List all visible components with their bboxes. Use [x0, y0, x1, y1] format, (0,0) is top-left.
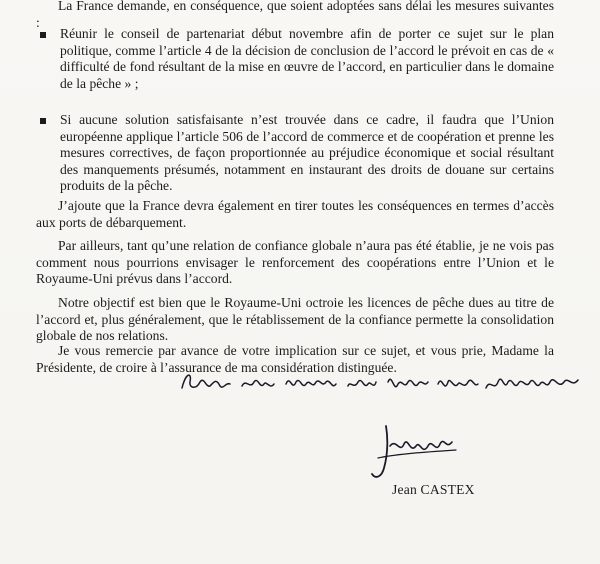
bullet-marker [40, 118, 46, 124]
paragraph-closing: Je vous remercie par avance de votre implication sur ce sujet, et vous prie, Madame la Présidente, de croire à l’assurance de ma considération distinguée. [36, 343, 554, 375]
paragraph-trust-relationship: Par ailleurs, tant qu’une relation de confiance globale n’aura pas été établie, je ne vois pas comment nous pourrions envisager le renforcement des coopérations entre l’Union et le Royaume-Uni prévus dans l’accord. [36, 238, 554, 286]
signatory-name: Jean CASTEX [392, 482, 475, 497]
handwritten-note [180, 368, 580, 398]
intro-paragraph: La France demande, en conséquence, que soient adoptées sans délai les mesures suivantes : [36, 0, 554, 30]
bullet-marker [40, 32, 46, 38]
paragraph-objective: Notre objectif est bien que le Royaume-Uni octroie les licences de pêche dues au titre de l’accord et, plus généralement, que le rétablissement de la confiance permette la consolidation globale de nos relations. [36, 295, 554, 343]
bullet-item-partnership-council: Réunir le conseil de partenariat début novembre afin de porter ce sujet sur le plan politique, comme l’article 4 de la décision de conclusion de l’accord le prévoit en cas de « difficulté de fond résultant de la mise en œuvre de l’accord, en particulier dans le domaine de la pêche » ; [60, 26, 554, 91]
bullet-item-corrective-measures: Si aucune solution satisfaisante n’est trouvée dans ce cadre, il faudra que l’Union européenne applique l’article 506 de l’accord de commerce et de coopération et prenne les mesures correctives, de façon proportionnée au préjudice économique et social résultant des manquements présumés, notamment en instaurant des droits de douane sur certains produits de la pêche. [60, 112, 554, 193]
signature [366, 424, 462, 484]
paragraph-ports-access: J’ajoute que la France devra également en tirer toutes les conséquences en termes d’accès aux ports de débarquement. [36, 198, 554, 230]
